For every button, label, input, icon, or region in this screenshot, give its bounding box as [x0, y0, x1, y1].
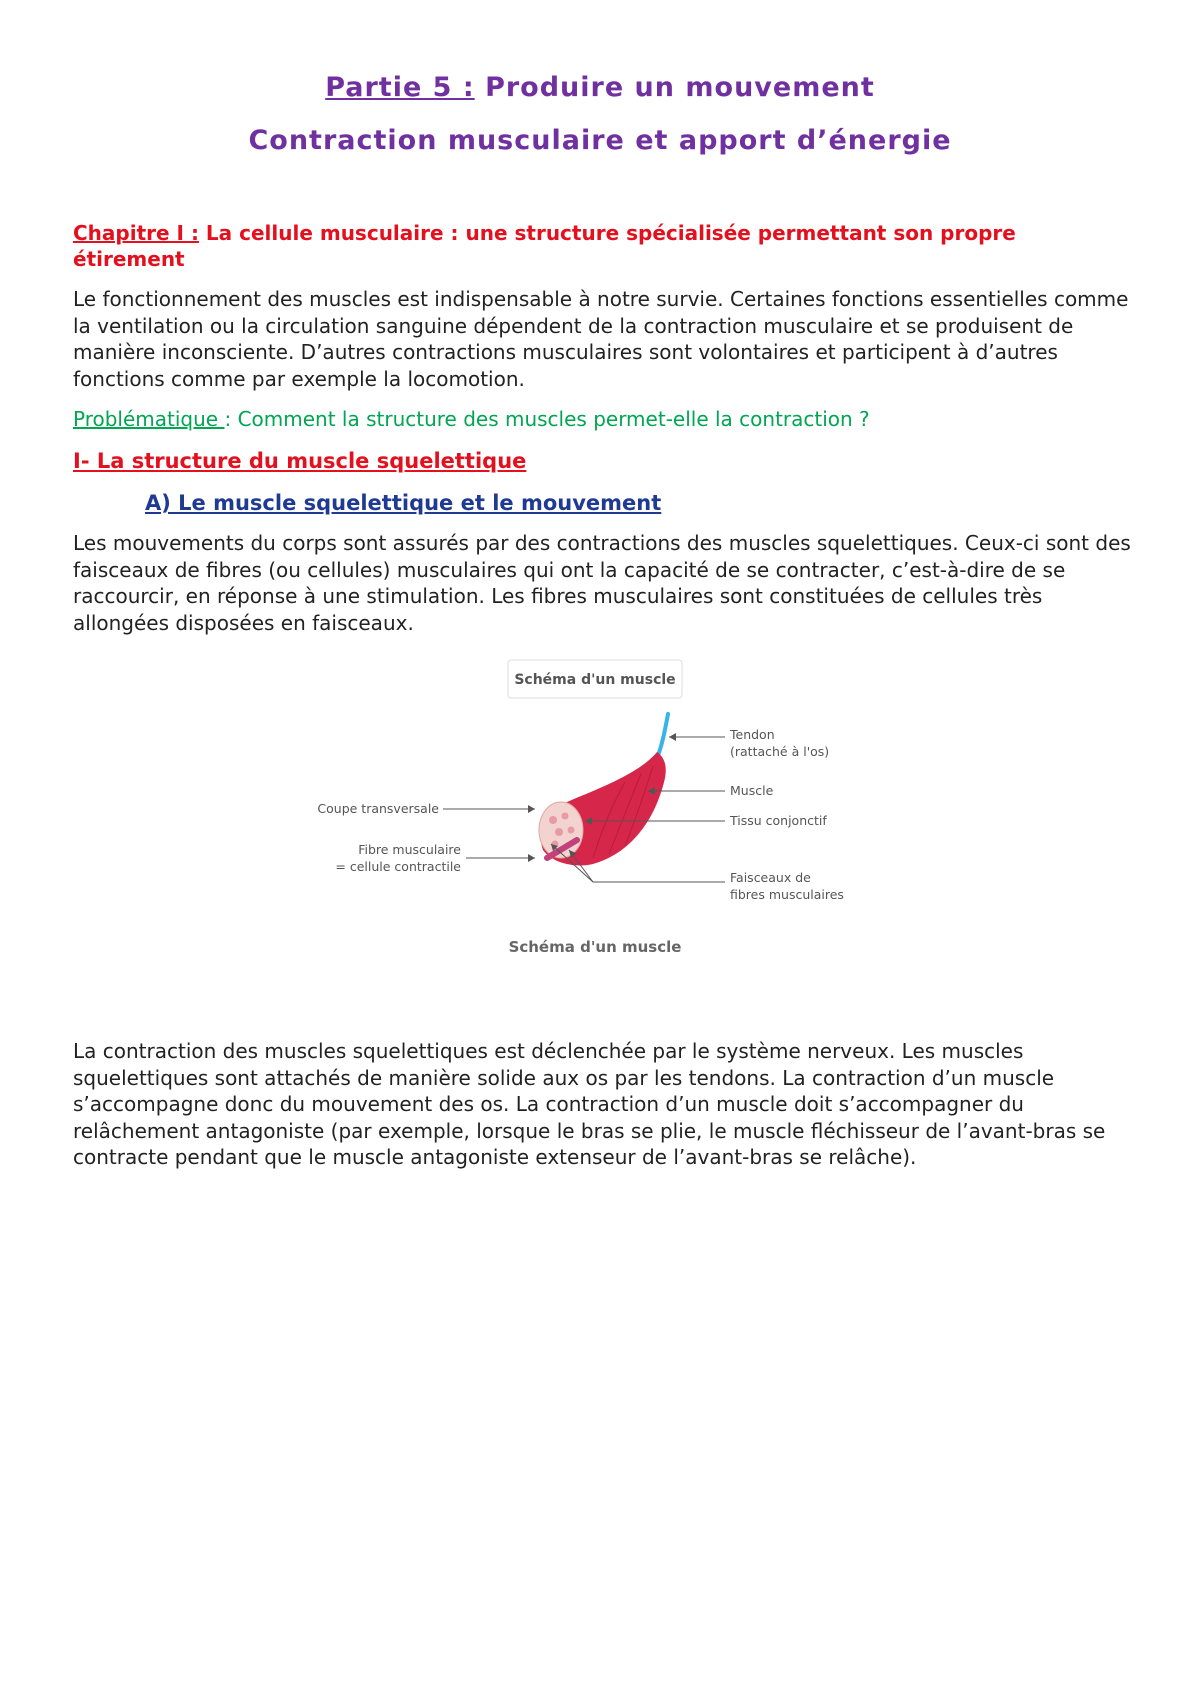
fascicle-dot: [549, 816, 557, 824]
label-fibre-sub: = cellule contractile: [335, 859, 461, 874]
tendon-shape: [657, 714, 668, 758]
arrowhead: [528, 854, 535, 862]
label-tendon-sub: (rattaché à l'os): [730, 744, 830, 759]
paragraph-contraction: La contraction des muscles squelettiques est déclenchée par le système nerveux. Les muscles squelettiques sont attachés de manière solide aux os par les tendons. La contraction d’un muscle s’accompagne donc du mouvement des os. La contraction d’un muscle doit s’accompagner du relâchement antagoniste (par exemple, lorsque le bras se plie, le muscle fléchisseur de l’avant-bras se contracte pendant que le muscle antagoniste extenseur de l’avant-bras se relâche).: [73, 1039, 1106, 1169]
muscle-diagram: [73, 654, 1133, 1024]
part-prefix: Partie 5 :: [325, 72, 475, 103]
problematique: [73, 406, 1133, 432]
diagram-title: Schéma d'un muscle: [514, 672, 676, 688]
label-fibre: Fibre musculaire: [358, 842, 461, 857]
fascicle-dot: [555, 828, 563, 836]
fascicle-dot: [568, 827, 575, 834]
intro-paragraph: Le fonctionnement des muscles est indispensable à notre survie. Certaines fonctions essentielles comme la ventilation ou la circulation sanguine dépendent de la contraction musculaire et se produisent de manière inconsciente. D’autres contractions musculaires sont volontaires et participent à d’autres fonctions comme par exemple la locomotion.: [73, 287, 1129, 391]
problematique-text: : Comment la structure des muscles permet-elle la contraction ?: [224, 407, 870, 431]
document-header: [0, 72, 1200, 156]
chapter-title: La cellule musculaire : une structure spécialisée permettant son propre étirement: [73, 221, 1016, 271]
problematique-label: Problématique: [73, 407, 225, 431]
document-body: [73, 220, 1133, 1171]
subsection-heading-a: A) Le muscle squelettique et le mouvement: [145, 491, 662, 515]
label-tendon: Tendon: [730, 727, 775, 742]
chapter-heading: [73, 220, 1133, 272]
label-faisceaux: Faisceaux de: [730, 870, 811, 885]
part-title-text: Produire un mouvement: [474, 72, 875, 103]
label-coupe: Coupe transversale: [317, 801, 439, 816]
label-faisceaux-sub: fibres musculaires: [730, 887, 844, 902]
part-title: [0, 72, 1200, 103]
chapter-prefix: Chapitre I :: [73, 221, 199, 245]
paragraph-muscle-structure: Les mouvements du corps sont assurés par des contractions des muscles squelettiques. Ceux-ci sont des faisceaux de fibres (ou cellules) musculaires qui ont la capacité de se contracter, c’est-à-dire de se raccourcir, en réponse à une stimulation. Les fibres musculaires sont constituées de cellules très allongées disposées en faisceaux.: [73, 531, 1131, 635]
section-heading-1: I- La structure du muscle squelettique: [73, 449, 527, 473]
fascicle-dot: [562, 813, 569, 820]
figure-caption: Schéma d'un muscle: [508, 938, 682, 956]
label-muscle: Muscle: [730, 783, 774, 798]
arrowhead: [528, 805, 535, 813]
document-subtitle: Contraction musculaire et apport d’énergie: [248, 125, 952, 156]
arrowhead: [669, 733, 676, 741]
muscle-diagram-figure: [73, 654, 1133, 1024]
label-tissu: Tissu conjonctif: [730, 813, 827, 828]
